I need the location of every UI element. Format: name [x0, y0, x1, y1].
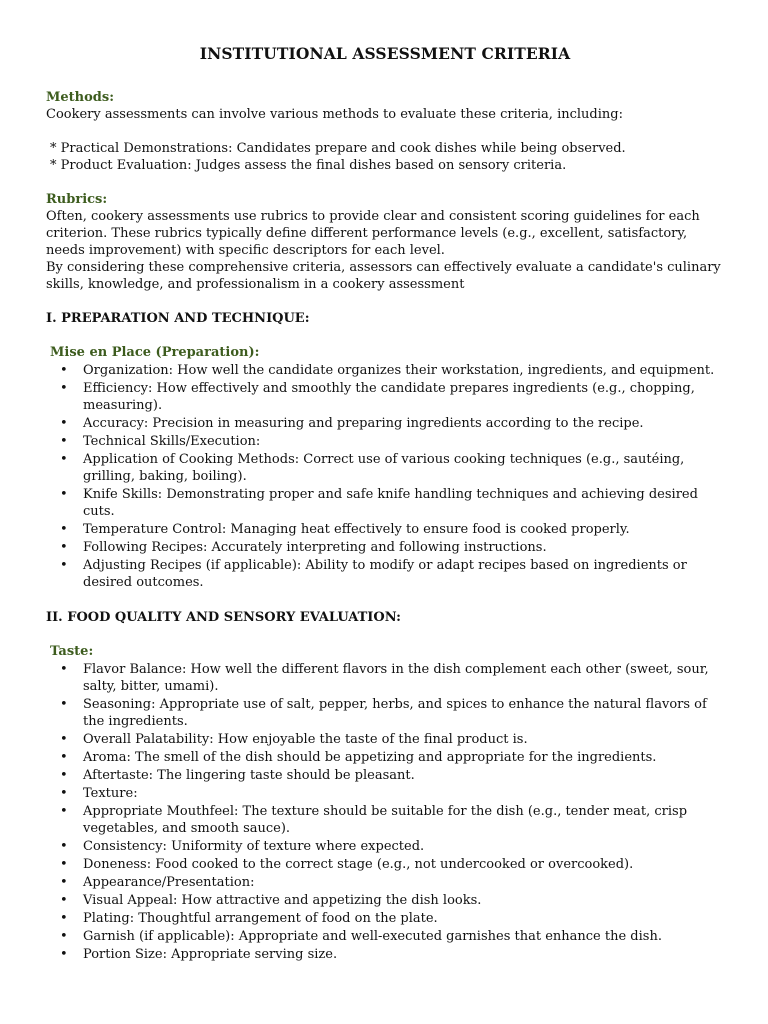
bullet-icon: • — [60, 522, 68, 537]
list-item — [46, 415, 724, 432]
list-item-text: Garnish (if applicable): Appropriate and well-executed garnishes that enhance the dish. — [83, 929, 662, 944]
list-item — [46, 380, 724, 414]
bullet-icon: • — [60, 786, 68, 801]
section-heading: I. PREPARATION AND TECHNIQUE: — [46, 311, 310, 326]
list-item — [46, 749, 724, 766]
bullet-icon: • — [60, 947, 68, 962]
bullet-icon: • — [60, 911, 68, 926]
document-title: INSTITUTIONAL ASSESSMENT CRITERIA — [199, 44, 571, 63]
bullet-icon: • — [60, 839, 68, 854]
subsection-heading: Taste: — [50, 644, 94, 659]
bullet-icon: • — [60, 558, 68, 573]
section-food-quality — [46, 609, 724, 963]
list-item — [46, 946, 724, 963]
list-item — [46, 451, 724, 485]
rubrics-section — [46, 191, 724, 293]
list-item — [46, 892, 724, 909]
list-item-text: Organization: How well the candidate organizes their workstation, ingredients, and equipment. — [83, 363, 715, 378]
bullet-icon: • — [60, 929, 68, 944]
list-item — [46, 433, 724, 450]
bullet-icon: • — [60, 893, 68, 908]
list-item-text: Accuracy: Precision in measuring and preparing ingredients according to the recipe. — [83, 416, 644, 431]
bullet-icon: • — [60, 857, 68, 872]
list-item — [46, 362, 724, 379]
list-item-text: Aroma: The smell of the dish should be appetizing and appropriate for the ingredients. — [83, 750, 657, 765]
list-item-text: Temperature Control: Managing heat effectively to ensure food is cooked properly. — [83, 522, 630, 537]
list-item — [46, 731, 724, 748]
list-item-text: Seasoning: Appropriate use of salt, pepper, herbs, and spices to enhance the natural flavors of the ingredients. — [83, 697, 707, 729]
bullet-icon: • — [60, 732, 68, 747]
list-item — [46, 696, 724, 730]
bullet-icon: • — [60, 363, 68, 378]
list-item — [46, 838, 724, 855]
list-item — [46, 928, 724, 945]
food-quality-list — [46, 661, 724, 963]
bullet-icon: • — [60, 768, 68, 783]
list-item-text: Application of Cooking Methods: Correct use of various cooking techniques (e.g., sautéing, grilling, baking, boiling). — [83, 452, 685, 484]
list-item — [46, 521, 724, 538]
bullet-icon: • — [60, 804, 68, 819]
list-item — [46, 661, 724, 695]
list-item — [46, 767, 724, 784]
list-item: * Practical Demonstrations: Candidates prepare and cook dishes while being observed. — [50, 141, 626, 156]
bullet-icon: • — [60, 452, 68, 467]
bullet-icon: • — [60, 540, 68, 555]
list-item-text: Visual Appeal: How attractive and appetizing the dish looks. — [83, 893, 482, 908]
list-item-text: Doneness: Food cooked to the correct stage (e.g., not undercooked or overcooked). — [83, 857, 634, 872]
list-item: * Product Evaluation: Judges assess the final dishes based on sensory criteria. — [50, 158, 567, 173]
list-item — [46, 803, 724, 837]
list-item — [46, 539, 724, 556]
list-item-text: Overall Palatability: How enjoyable the taste of the final product is. — [83, 732, 528, 747]
list-item — [46, 486, 724, 520]
list-item — [46, 856, 724, 873]
list-item-text: Adjusting Recipes (if applicable): Ability to modify or adapt recipes based on ingredients or desired outcomes. — [83, 558, 687, 590]
preparation-list — [46, 362, 724, 591]
bullet-icon: • — [60, 697, 68, 712]
list-item-text: Consistency: Uniformity of texture where expected. — [83, 839, 425, 854]
bullet-icon: • — [60, 750, 68, 765]
rubrics-heading: Rubrics: — [46, 192, 108, 207]
bullet-icon: • — [60, 662, 68, 677]
list-item — [46, 557, 724, 591]
list-item — [46, 785, 724, 802]
section-heading: II. FOOD QUALITY AND SENSORY EVALUATION: — [46, 610, 401, 625]
bullet-icon: • — [60, 875, 68, 890]
list-item — [46, 910, 724, 927]
bullet-icon: • — [60, 434, 68, 449]
list-item-text: Flavor Balance: How well the different flavors in the dish complement each other (sweet, sour, salty, bitter, umami). — [83, 662, 709, 694]
section-preparation — [46, 310, 724, 591]
list-item-text: Knife Skills: Demonstrating proper and safe knife handling techniques and achieving desired cuts. — [83, 487, 698, 519]
rubrics-paragraph: Often, cookery assessments use rubrics to provide clear and consistent scoring guidelines for each criterion. These rubrics typically define different performance levels (e.g., excellent, satisfactory, needs improvement) with specific descriptors for each level. — [46, 209, 700, 258]
list-item-text: Efficiency: How effectively and smoothly the candidate prepares ingredients (e.g., chopping, measuring). — [83, 381, 695, 413]
list-item-text: Plating: Thoughtful arrangement of food on the plate. — [83, 911, 438, 926]
list-item-text: Following Recipes: Accurately interpreting and following instructions. — [83, 540, 547, 555]
list-item — [46, 874, 724, 891]
methods-intro: Cookery assessments can involve various methods to evaluate these criteria, including: — [46, 107, 623, 122]
methods-list — [46, 140, 724, 174]
methods-heading: Methods: — [46, 90, 114, 105]
methods-section — [46, 89, 724, 174]
rubrics-paragraph-conclusion: By considering these comprehensive criteria, assessors can effectively evaluate a candidate's culinary skills, knowledge, and professionalism in a cookery assessment — [46, 260, 721, 292]
list-item-text: Appropriate Mouthfeel: The texture should be suitable for the dish (e.g., tender meat, crisp vegetables, and smooth sauce). — [83, 804, 688, 836]
bullet-icon: • — [60, 381, 68, 396]
list-item-text: Aftertaste: The lingering taste should be pleasant. — [83, 768, 415, 783]
bullet-icon: • — [60, 416, 68, 431]
list-item-text: Appearance/Presentation: — [83, 875, 255, 890]
bullet-icon: • — [60, 487, 68, 502]
subsection-heading: Mise en Place (Preparation): — [50, 345, 260, 360]
list-item-text: Texture: — [83, 786, 138, 801]
list-item-text: Technical Skills/Execution: — [83, 434, 261, 449]
list-item-text: Portion Size: Appropriate serving size. — [83, 947, 338, 962]
